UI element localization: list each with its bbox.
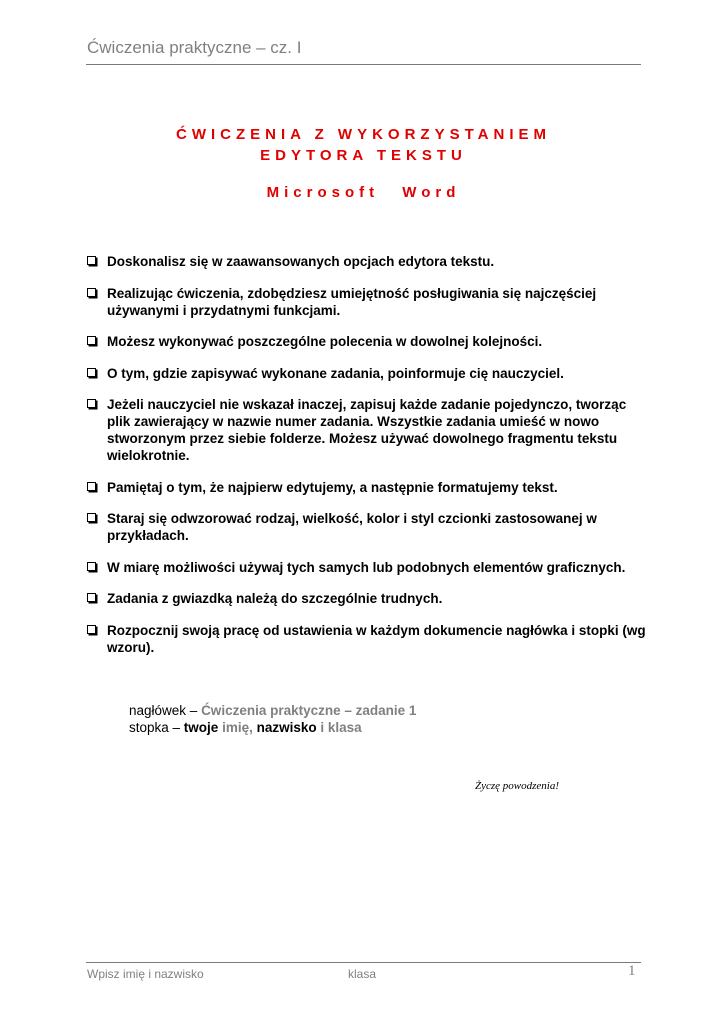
page-number: 1 xyxy=(628,963,636,979)
header-divider xyxy=(86,64,641,65)
checkbox-bullet-icon xyxy=(87,368,96,377)
header-footer-example xyxy=(129,702,416,736)
list-item-text: Staraj się odwzorować rodzaj, wielkość, kolor i styl czcionki zastosowanej w przykładach. xyxy=(107,511,597,543)
list-item-text: Jeżeli nauczyciel nie wskazał inaczej, zapisuj każde zadanie pojedynczo, tworząc plik zawierający w nazwie numer zadania. Wszystkie zadania umieść w nowo stworzonym przez siebie folderze. Możesz używać dowolnego fragmentu tekstu wielokrotnie. xyxy=(107,397,627,463)
list-item-text: Pamiętaj o tym, że najpierw edytujemy, a następnie formatujemy tekst. xyxy=(107,479,558,495)
example-footer-klasa: i klasa xyxy=(316,720,362,735)
checkbox-bullet-icon xyxy=(87,625,96,634)
footer-class-field: klasa xyxy=(348,967,377,981)
list-item-text: Rozpocznij swoją pracę od ustawienia w każdym dokumencie nagłówka i stopki (wg wzoru). xyxy=(107,622,646,655)
title-line-1: ĆWICZENIA Z WYKORZYSTANIEM xyxy=(176,126,551,143)
example-header-line xyxy=(129,702,416,719)
rules-list xyxy=(86,253,646,670)
list-item xyxy=(86,590,646,607)
title-line-2: EDYTORA TEKSTU xyxy=(260,147,467,164)
closing-wish: Życzę powodzenia! xyxy=(475,780,560,792)
example-header-value: Ćwiczenia praktyczne – zadanie 1 xyxy=(201,703,417,718)
checkbox-bullet-icon xyxy=(87,513,96,522)
footer-name-field: Wpisz imię i nazwisko xyxy=(87,967,204,981)
example-footer-line xyxy=(129,719,416,736)
list-item-text: O tym, gdzie zapisywać wykonane zadania, poinformuje cię nauczyciel. xyxy=(107,365,564,381)
page-header-title: Ćwiczenia praktyczne – cz. I xyxy=(87,38,302,57)
list-item xyxy=(86,365,646,382)
checkbox-bullet-icon xyxy=(87,562,96,571)
list-item xyxy=(86,510,646,544)
checkbox-bullet-icon xyxy=(87,593,96,602)
document-title xyxy=(86,124,641,166)
example-footer-nazwisko: nazwisko xyxy=(252,720,317,735)
list-item-text: Możesz wykonywać poszczególne polecenia w dowolnej kolejności. xyxy=(107,334,543,349)
checkbox-bullet-icon xyxy=(87,482,96,491)
list-item xyxy=(86,396,646,464)
example-footer-label: stopka – xyxy=(129,720,184,735)
list-item xyxy=(86,253,646,270)
document-subtitle: Microsoft Word xyxy=(266,184,461,201)
example-header-label: nagłówek – xyxy=(129,703,202,718)
list-item xyxy=(86,622,646,656)
example-footer-imie: imię, xyxy=(218,720,253,735)
list-item-text: Realizując ćwiczenia, zdobędziesz umiejętność posługiwania się najczęściej używanymi i przydatnymi funkcjami. xyxy=(107,285,597,318)
list-item xyxy=(86,333,646,350)
list-item-text: W miarę możliwości używaj tych samych lub podobnych elementów graficznych. xyxy=(107,559,626,575)
list-item xyxy=(86,479,646,496)
footer-divider xyxy=(86,962,641,963)
list-item xyxy=(86,559,646,576)
list-item xyxy=(86,285,646,319)
example-footer-twoje: twoje xyxy=(183,720,219,735)
list-item-text: Doskonalisz się w zaawansowanych opcjach edytora tekstu. xyxy=(107,254,495,269)
checkbox-bullet-icon xyxy=(87,256,96,265)
checkbox-bullet-icon xyxy=(87,399,96,408)
list-item-text: Zadania z gwiazdką należą do szczególnie trudnych. xyxy=(107,591,443,606)
checkbox-bullet-icon xyxy=(87,336,96,345)
checkbox-bullet-icon xyxy=(87,288,96,297)
